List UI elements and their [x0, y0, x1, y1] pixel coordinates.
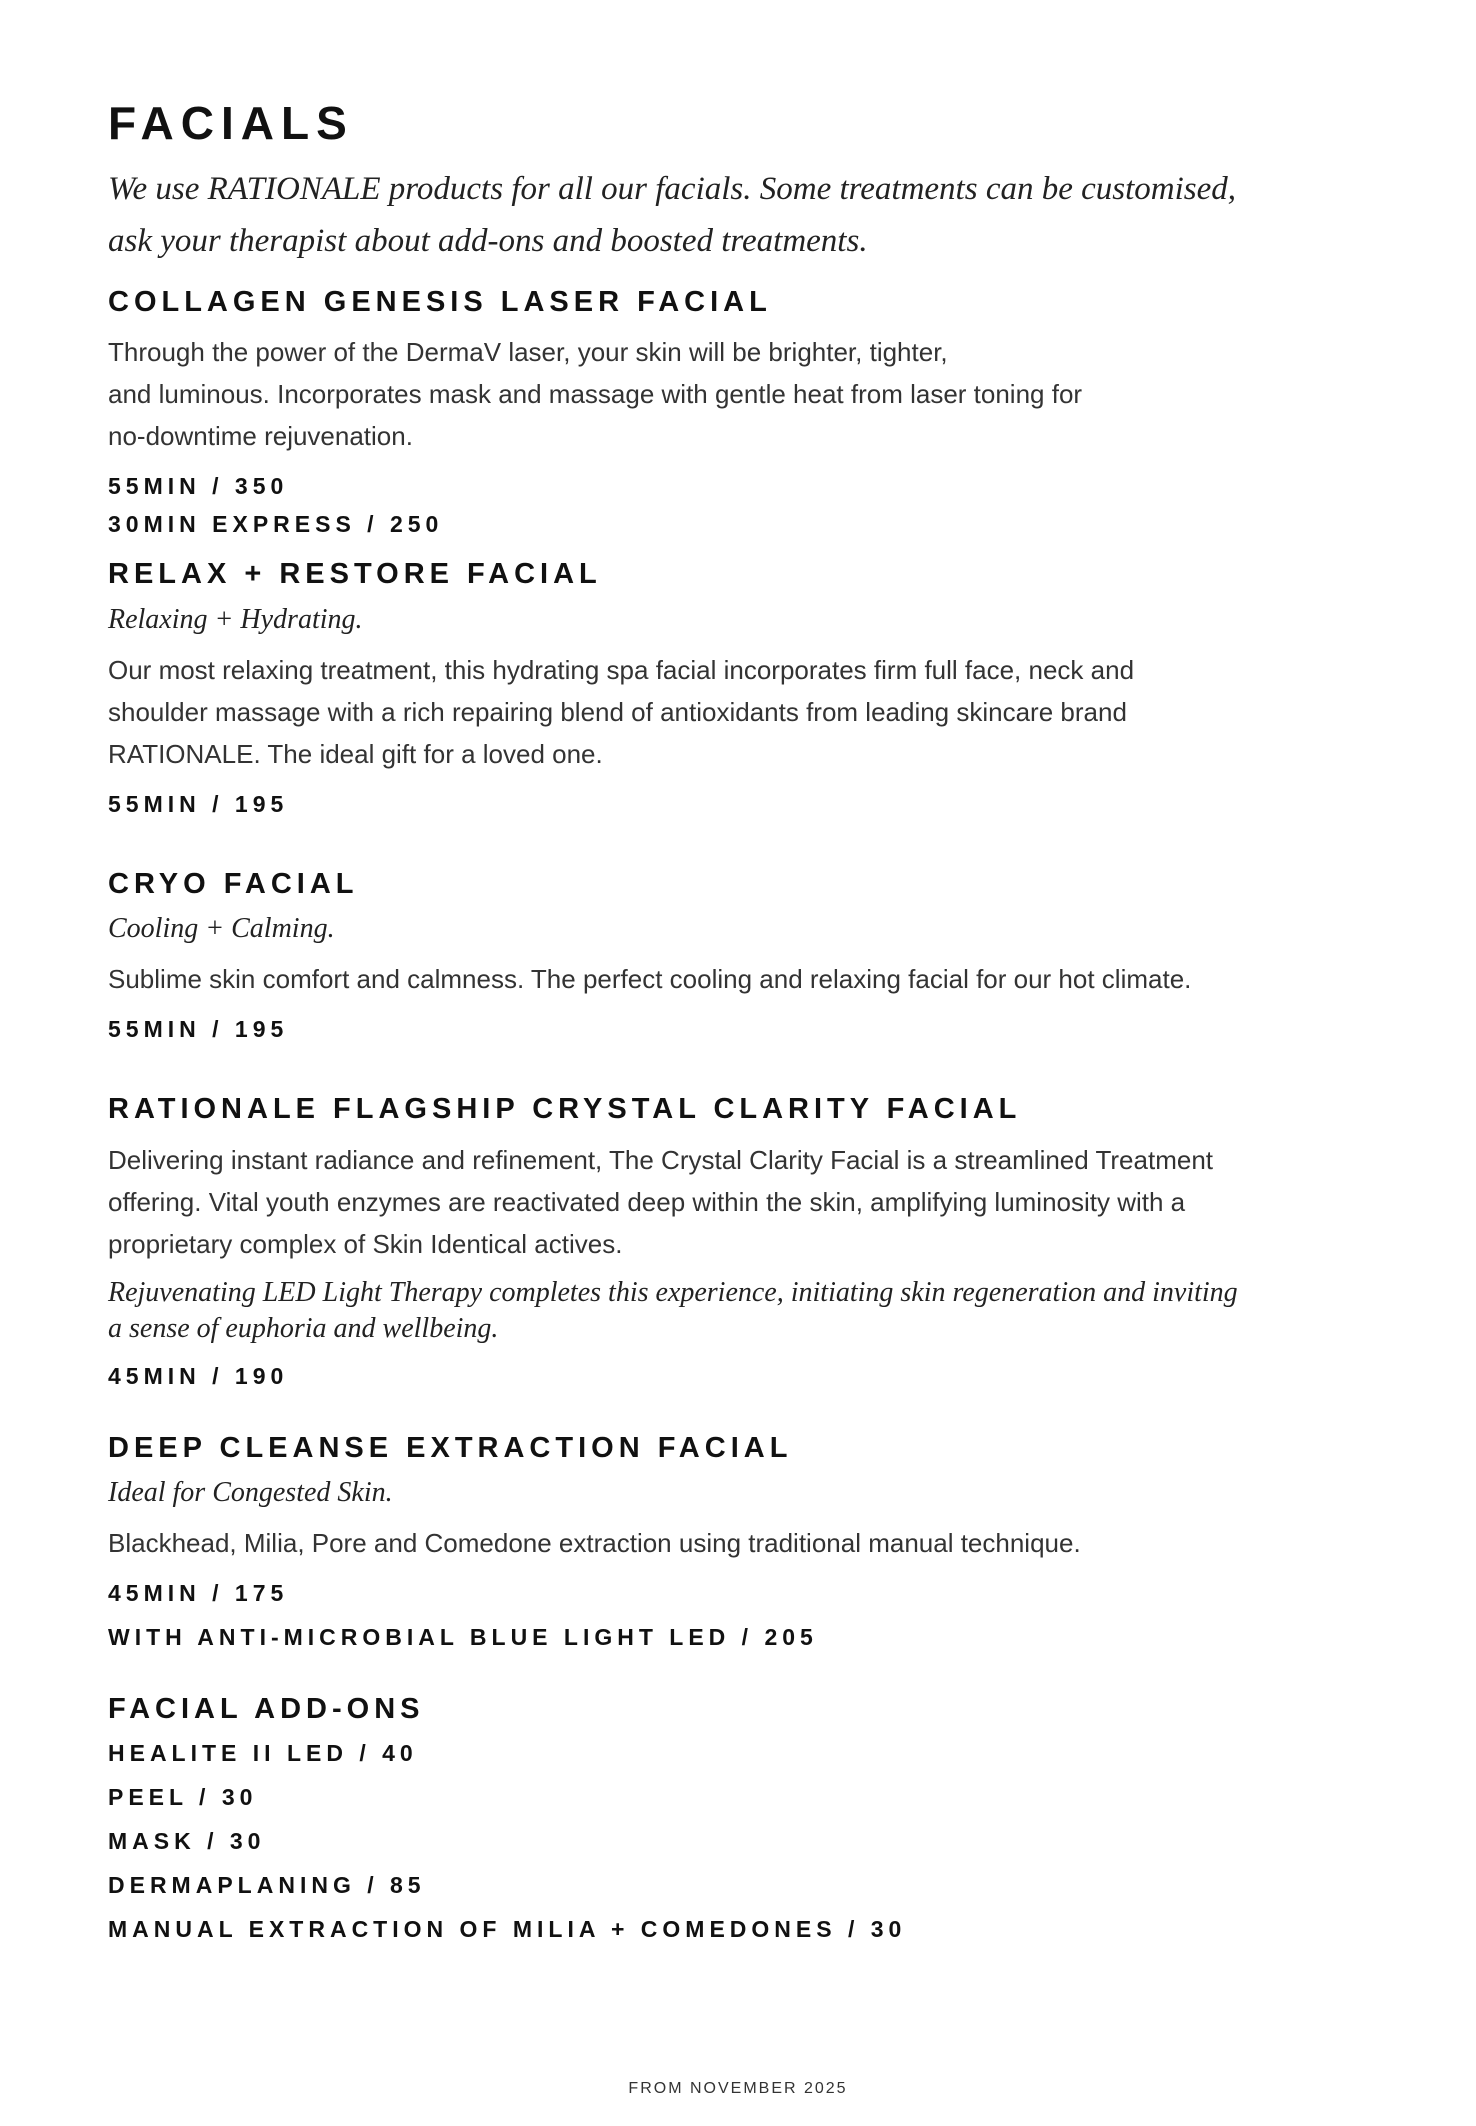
note-line: a sense of euphoria and wellbeing. — [108, 1312, 499, 1344]
description-line: Delivering instant radiance and refinement, The Crystal Clarity Facial is a streamlined Treatment — [108, 1144, 1213, 1175]
addons-title: FACIAL ADD-ONS — [108, 1692, 425, 1725]
treatment-name: RATIONALE FLAGSHIP CRYSTAL CLARITY FACIAL — [108, 1092, 1022, 1125]
treatment-subtitle: Relaxing + Hydrating. — [108, 604, 363, 636]
description-line: Our most relaxing treatment, this hydrating spa facial incorporates firm full face, neck and — [108, 654, 1135, 685]
treatment-collagen-genesis — [108, 285, 1368, 544]
footer-date: FROM NOVEMBER 2025 — [628, 2080, 848, 2097]
description-line: RATIONALE. The ideal gift for a loved one. — [108, 738, 603, 769]
treatment-price: 45MIN / 190 — [108, 1362, 289, 1389]
treatment-price: 30MIN EXPRESS / 250 — [108, 511, 444, 538]
facials-page — [108, 98, 1368, 1951]
treatment-price: 55MIN / 195 — [108, 1015, 289, 1042]
addon-item: MASK / 30 — [108, 1827, 266, 1854]
treatment-name: DEEP CLEANSE EXTRACTION FACIAL — [108, 1431, 793, 1464]
description-line: and luminous. Incorporates mask and massage with gentle heat from laser toning for — [108, 379, 1083, 410]
treatment-description — [108, 958, 1368, 1000]
description-line: proprietary complex of Skin Identical actives. — [108, 1228, 623, 1259]
treatment-note — [108, 1275, 1368, 1347]
treatment-description — [108, 649, 1368, 775]
treatment-crystal-clarity — [108, 1092, 1368, 1395]
treatment-subtitle: Cooling + Calming. — [108, 913, 335, 945]
treatment-name: RELAX + RESTORE FACIAL — [108, 558, 602, 591]
intro-text: We use RATIONALE products for all our facials. Some treatments can be customised, ask your therapist about add-ons and boosted treatments. — [108, 170, 1237, 259]
treatment-subtitle: Ideal for Congested Skin. — [108, 1477, 393, 1509]
addon-item: PEEL / 30 — [108, 1783, 258, 1810]
note-line: Rejuvenating LED Light Therapy completes this experience, initiating skin regeneration and inviting — [108, 1276, 1238, 1308]
treatment-cryo — [108, 867, 1368, 1048]
addon-item: HEALITE II LED / 40 — [108, 1739, 418, 1766]
description-line: Sublime skin comfort and calmness. The perfect cooling and relaxing facial for our hot climate. — [108, 963, 1192, 994]
addon-item: DERMAPLANING / 85 — [108, 1871, 426, 1898]
description-line: Through the power of the DermaV laser, your skin will be brighter, tighter, — [108, 337, 948, 368]
description-line: Blackhead, Milia, Pore and Comedone extraction using traditional manual technique. — [108, 1527, 1081, 1558]
description-line: shoulder massage with a rich repairing blend of antioxidants from leading skincare brand — [108, 696, 1127, 727]
page-title: FACIALS — [108, 97, 354, 149]
treatment-price: 55MIN / 195 — [108, 790, 289, 817]
facial-addons — [108, 1692, 1368, 1951]
treatment-relax-restore — [108, 557, 1368, 822]
addon-item: MANUAL EXTRACTION OF MILIA + COMEDONES / 30 — [108, 1915, 907, 1942]
treatment-price: WITH ANTI-MICROBIAL BLUE LIGHT LED / 205 — [108, 1623, 818, 1650]
treatment-description — [108, 1522, 1368, 1564]
treatment-deep-cleanse — [108, 1431, 1368, 1656]
treatment-price: 45MIN / 175 — [108, 1579, 289, 1606]
treatment-description — [108, 331, 1368, 457]
treatment-price: 55MIN / 350 — [108, 473, 289, 500]
treatment-name: CRYO FACIAL — [108, 867, 359, 900]
description-line: offering. Vital youth enzymes are reactivated deep within the skin, amplifying luminosity with a — [108, 1186, 1186, 1217]
treatment-name: COLLAGEN GENESIS LASER FACIAL — [108, 285, 772, 318]
treatment-description — [108, 1139, 1368, 1265]
description-line: no-downtime rejuvenation. — [108, 421, 413, 452]
